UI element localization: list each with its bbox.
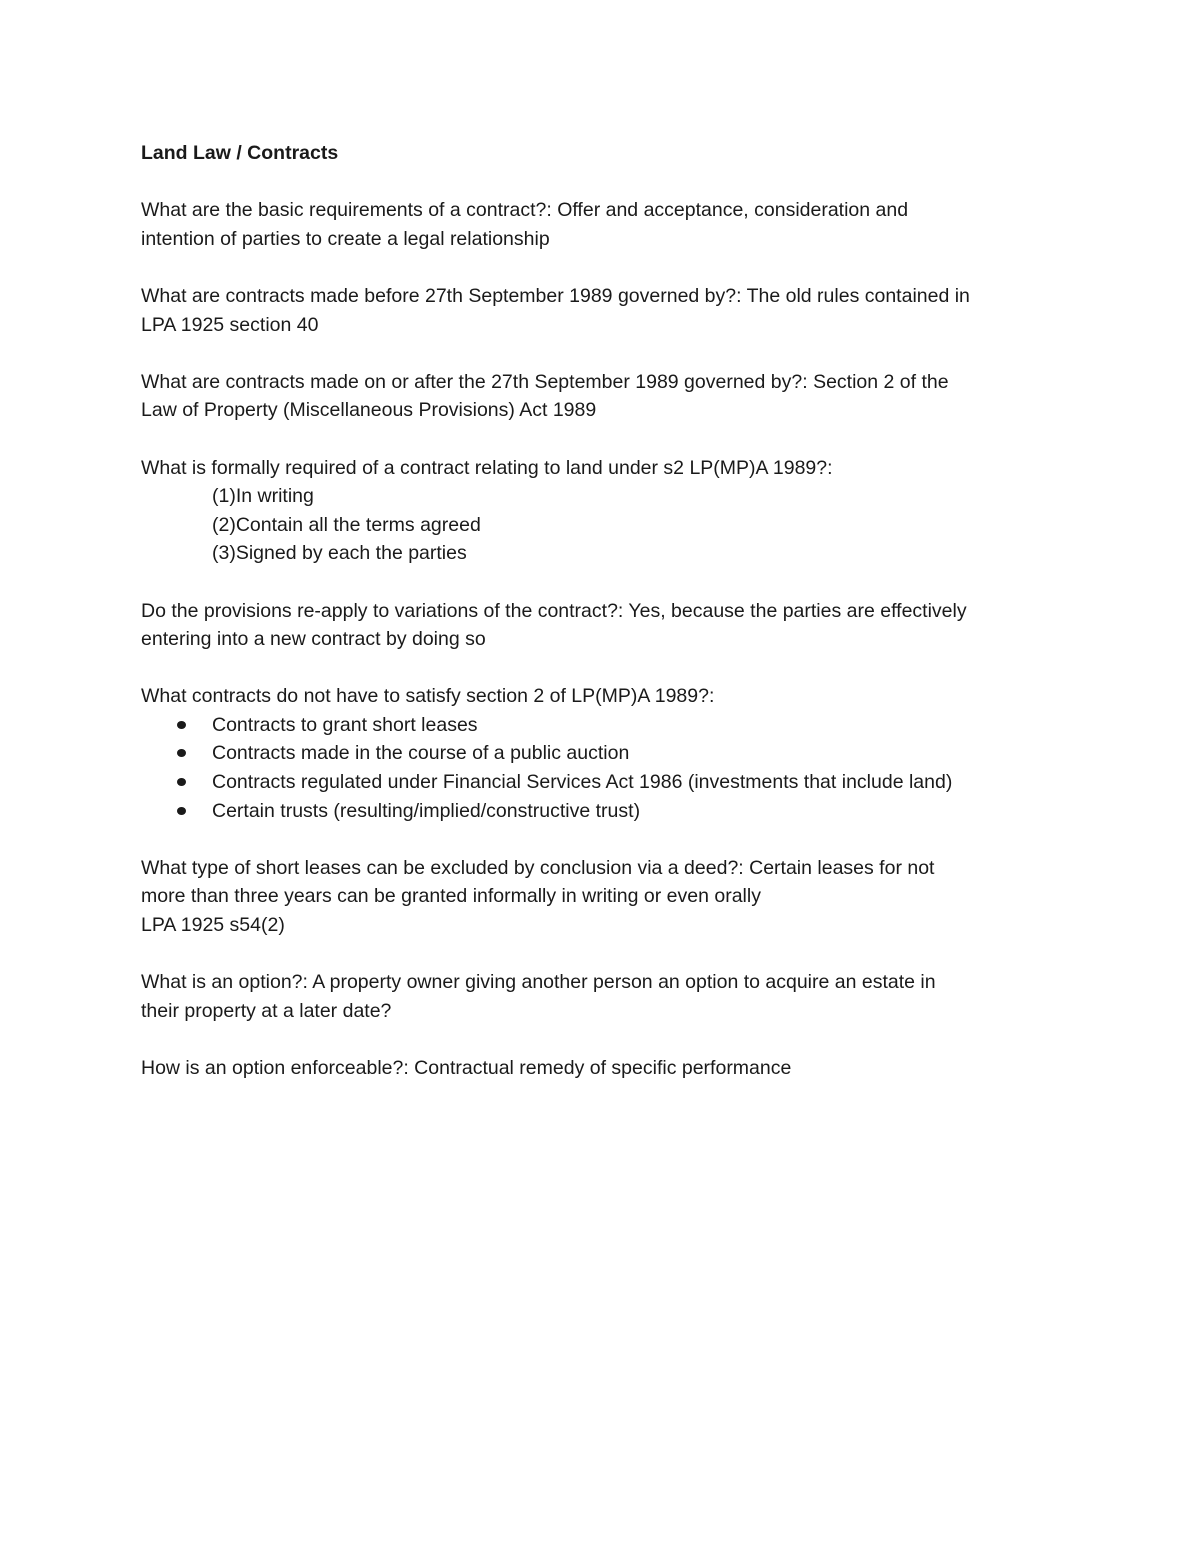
list-item: [141, 739, 1071, 768]
bullet-icon: [177, 721, 186, 729]
qa-after-1989: What are contracts made on or after the 27th September 1989 governed by?: Section 2 of the: [141, 370, 949, 393]
spacer: [141, 825, 1071, 854]
qa-before-1989-cont: LPA 1925 section 40: [141, 313, 319, 336]
list-item: [141, 768, 1071, 797]
qa-variations: Do the provisions re-apply to variations of the contract?: Yes, because the parties are effectively: [141, 599, 967, 622]
document-title: Land Law / Contracts: [141, 142, 339, 164]
list-item-text: Contracts regulated under Financial Services Act 1986 (investments that include land): [212, 771, 953, 794]
exceptions-list: [141, 711, 1071, 825]
qa-option-cont: their property at a later date?: [141, 999, 392, 1022]
qa-after-1989-cont: Law of Property (Miscellaneous Provisions) Act 1989: [141, 399, 597, 422]
spacer: [141, 654, 1071, 683]
qa-basic-requirements: What are the basic requirements of a contract?: Offer and acceptance, consideration and: [141, 199, 909, 222]
qa-basic-requirements-cont: intention of parties to create a legal relationship: [141, 227, 550, 250]
qa-short-leases-ref: LPA 1925 s54(2): [141, 914, 285, 937]
qa-exceptions: What contracts do not have to satisfy section 2 of LP(MP)A 1989?:: [141, 685, 715, 708]
bullet-icon: [177, 749, 186, 757]
list-item-text: Contracts made in the course of a public auction: [212, 742, 630, 765]
qa-formal-requirements: What is formally required of a contract relating to land under s2 LP(MP)A 1989?:: [141, 456, 833, 479]
qa-variations-cont: entering into a new contract by doing so: [141, 628, 486, 651]
qa-short-leases-cont: more than three years can be granted informally in writing or even orally: [141, 885, 761, 908]
spacer: [141, 1025, 1071, 1054]
list-item: [141, 711, 1071, 740]
requirement-item: (3)Signed by each the parties: [212, 542, 467, 565]
qa-before-1989: What are contracts made before 27th September 1989 governed by?: The old rules contained in: [141, 284, 970, 307]
spacer: [141, 940, 1071, 969]
qa-short-leases: What type of short leases can be excluded by conclusion via a deed?: Certain leases for not: [141, 856, 935, 879]
spacer: [141, 339, 1071, 368]
bullet-icon: [177, 807, 186, 815]
spacer: [141, 168, 1071, 197]
requirement-item: (1)In writing: [212, 485, 314, 508]
spacer: [141, 425, 1071, 454]
qa-option-enforceable: How is an option enforceable?: Contractual remedy of specific performance: [141, 1057, 792, 1079]
requirement-item: (2)Contain all the terms agreed: [212, 513, 481, 536]
spacer: [141, 253, 1071, 282]
document-body: [141, 139, 1071, 1083]
spacer: [141, 568, 1071, 597]
list-item: [141, 797, 1071, 826]
qa-option: What is an option?: A property owner giving another person an option to acquire an estate in: [141, 971, 936, 994]
list-item-text: Contracts to grant short leases: [212, 713, 478, 736]
bullet-icon: [177, 778, 186, 786]
list-item-text: Certain trusts (resulting/implied/constructive trust): [212, 799, 641, 822]
